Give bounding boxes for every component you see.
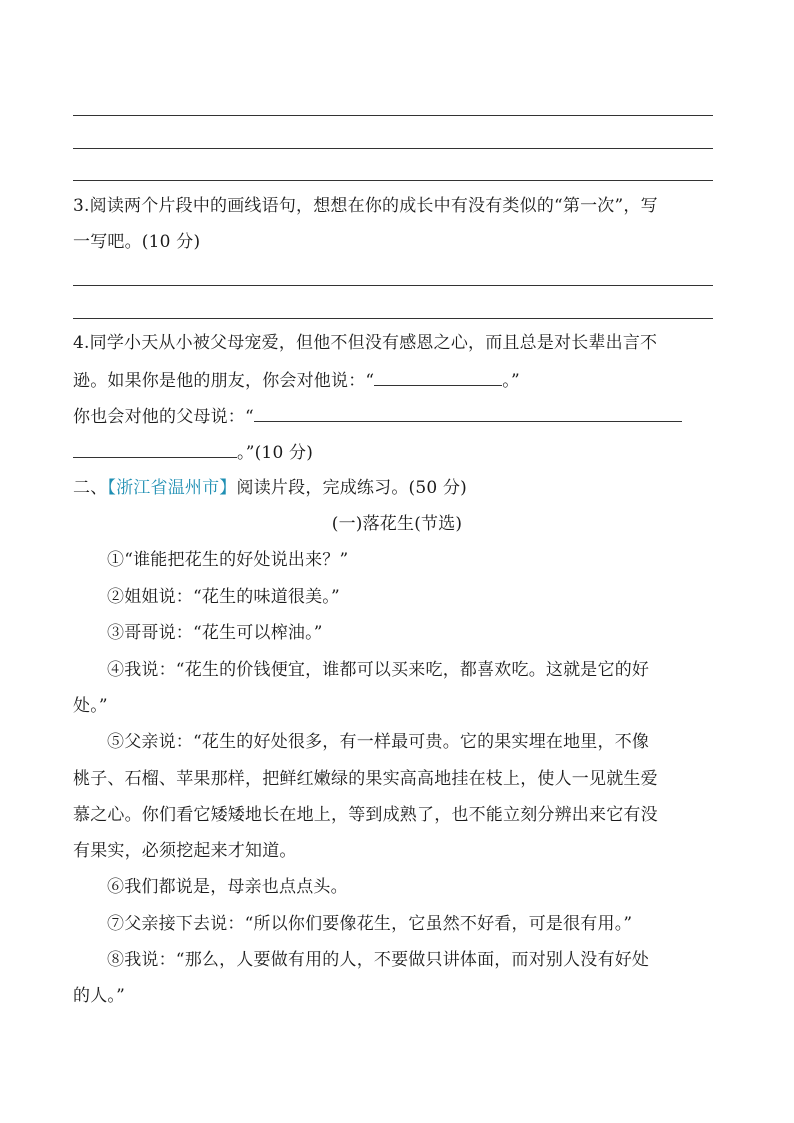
answer-line[interactable] <box>73 115 713 116</box>
answer-line[interactable] <box>73 285 713 286</box>
passage-paragraph-7: ⑦父亲接下去说：“所以你们要像花生，它虽然不好看，可是很有用。” <box>107 914 633 934</box>
passage-paragraph-5: ⑤父亲说：“花生的好处很多，有一样最可贵。它的果实埋在地里，不像 <box>107 732 650 752</box>
question-3-text: 3.阅读两个片段中的画线语句，想想在你的成长中有没有类似的“第一次”，写 <box>73 196 658 216</box>
passage-paragraph-5-cont: 有果实，必须挖起来才知道。 <box>73 841 297 861</box>
passage-paragraph-8: ⑧我说：“那么，人要做有用的人，不要做只讲体面，而对别人没有好处 <box>107 950 650 970</box>
section-2-number: 二、 <box>73 478 108 498</box>
fill-blank-parents[interactable] <box>254 405 682 422</box>
passage-paragraph-2: ②姐姐说：“花生的味道很美。” <box>107 587 340 607</box>
question-4-suffix: 。” <box>502 371 520 391</box>
fill-blank-parents-cont[interactable] <box>73 441 237 458</box>
question-4-line2 <box>73 369 723 391</box>
source-tag: 【浙江省温州市】 <box>107 478 237 498</box>
section-2-heading <box>73 478 723 498</box>
answer-line[interactable] <box>73 148 713 149</box>
question-4-parents-prefix: 你也会对他的父母说：“ <box>73 407 254 427</box>
passage-paragraph-6: ⑥我们都说是，母亲也点点头。 <box>107 877 348 897</box>
fill-blank-friend[interactable] <box>374 369 502 386</box>
question-4-text: 4.同学小天从小被父母宠爱，但他不但没有感恩之心，而且总是对长辈出言不 <box>73 333 658 353</box>
passage-paragraph-5-cont: 桃子、石榴、苹果那样，把鲜红嫩绿的果实高高地挂在枝上，使人一见就生爱 <box>73 769 658 789</box>
passage-paragraph-4: ④我说：“花生的价钱便宜，谁都可以买来吃，都喜欢吃。这就是它的好 <box>107 660 650 680</box>
passage-paragraph-8-cont: 的人。” <box>73 986 125 1006</box>
question-4-score: 。”(10 分) <box>237 443 314 463</box>
passage-paragraph-3: ③哥哥说：“花生可以榨油。” <box>107 623 323 643</box>
question-3-text-cont: 一写吧。(10 分) <box>73 232 201 252</box>
passage-title: (一)落花生(节选) <box>331 514 463 534</box>
section-2-instruction: 阅读片段，完成练习。(50 分) <box>236 478 468 498</box>
passage-paragraph-5-cont: 慕之心。你们看它矮矮地长在地上，等到成熟了，也不能立刻分辨出来它有没 <box>73 805 658 825</box>
question-4-prefix: 逊。如果你是他的朋友，你会对他说：“ <box>73 371 375 391</box>
answer-line[interactable] <box>73 318 713 319</box>
passage-paragraph-4-cont: 处。” <box>73 696 108 716</box>
question-4-line3 <box>73 405 723 427</box>
passage-paragraph-1: ①“谁能把花生的好处说出来？” <box>107 550 349 570</box>
question-4-line4 <box>73 441 723 463</box>
answer-line[interactable] <box>73 180 713 181</box>
